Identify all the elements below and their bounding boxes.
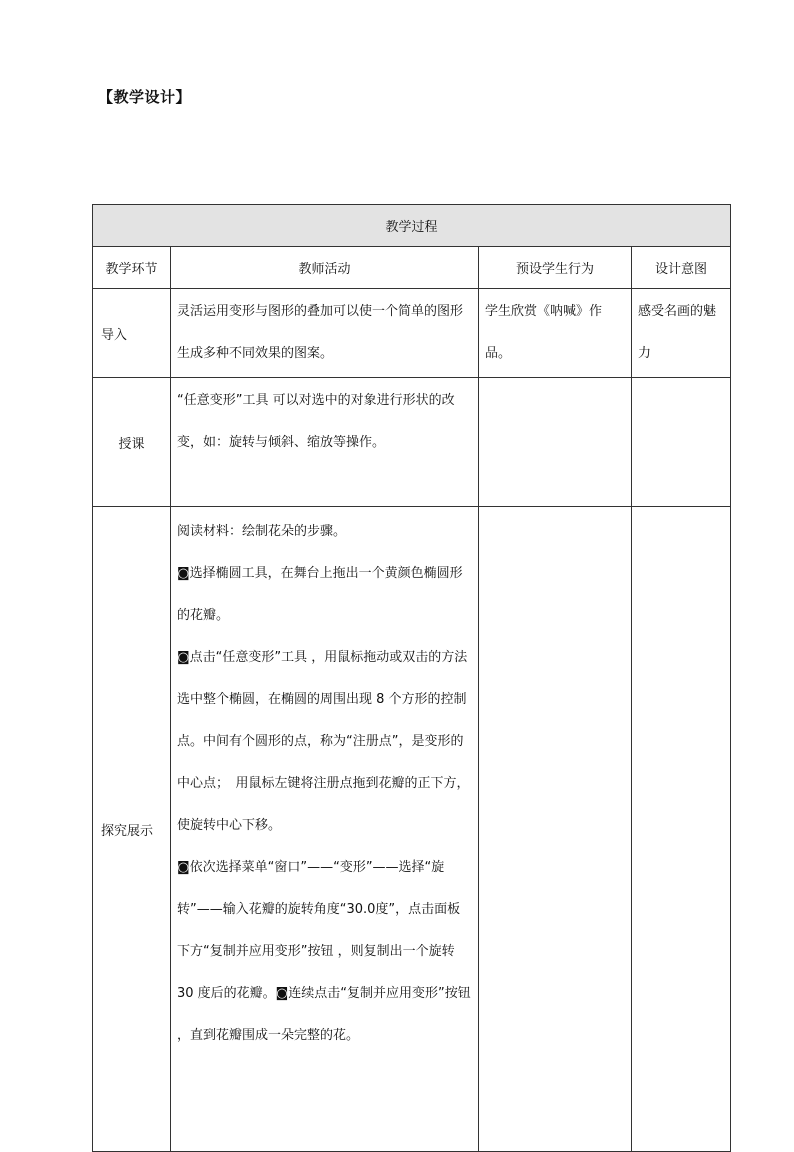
stage-cell: 导入 <box>93 289 171 378</box>
header-student-behavior: 预设学生行为 <box>479 247 632 289</box>
stage-cell: 授课 <box>93 378 171 507</box>
table-row <box>93 378 731 507</box>
table-title: 教学过程 <box>93 205 731 247</box>
design-intent-cell <box>632 378 731 507</box>
lesson-process-table <box>92 204 731 1152</box>
design-intent-cell: 感受名画的魅力 <box>632 289 731 378</box>
table-row <box>93 289 731 378</box>
table-title-row <box>93 205 731 247</box>
header-stage: 教学环节 <box>93 247 171 289</box>
student-behavior-cell <box>479 378 632 507</box>
student-behavior-cell: 学生欣赏《呐喊》作品。 <box>479 289 632 378</box>
paragraph: 阅读材料：绘制花朵的步骤。 <box>177 524 347 539</box>
header-teacher-activity: 教师活动 <box>171 247 479 289</box>
paragraph: ◙点击“任意变形”工具 ，用鼠标拖动或双击的方法选中整个椭圆，在椭圆的周围出现 8 个方形的控制点。中间有个圆形的点，称为“注册点”，是变形的中心点； 用鼠标左键将注册点拖到花瓣的正下方，使旋转中心下移。 <box>177 650 470 833</box>
student-behavior-cell <box>479 507 632 1152</box>
table-row <box>93 507 731 1152</box>
stage-cell: 探究展示 <box>93 507 171 1152</box>
paragraph: ◙选择椭圆工具，在舞台上拖出一个黄颜色椭圆形的花瓣。 <box>177 566 463 623</box>
teacher-activity-cell: 灵活运用变形与图形的叠加可以使一个简单的图形生成多种不同效果的图案。 <box>171 289 479 378</box>
page-heading: 【教学设计】 <box>98 88 192 106</box>
paragraph: ◙依次选择菜单“窗口”——“变形”——选择“旋转”——输入花瓣的旋转角度“30.0度”，点击面板下方“复制并应用变形”按钮 ，则复制出一个旋转 30 度后的花瓣。◙连续点击“复制并应用变形”按钮 ，直到花瓣围成一朵完整的花。 <box>177 860 471 1043</box>
table-header-row <box>93 247 731 289</box>
header-design-intent: 设计意图 <box>632 247 731 289</box>
teacher-activity-cell: “任意变形”工具 可以对选中的对象进行形状的改变，如：旋转与倾斜、缩放等操作。 <box>171 378 479 507</box>
design-intent-cell <box>632 507 731 1152</box>
teacher-activity-cell <box>171 507 479 1152</box>
